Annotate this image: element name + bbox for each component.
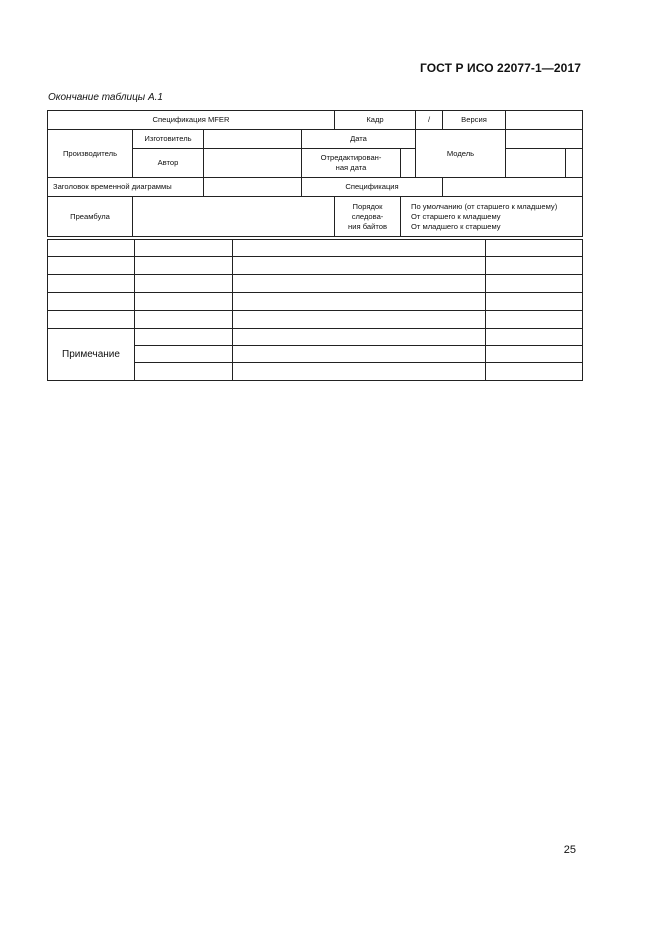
table-cell (135, 363, 233, 381)
author-label: Автор (133, 149, 204, 178)
table-cell (48, 293, 135, 311)
table-cell (135, 346, 233, 363)
edited-date-label: Отредактирован- ная дата (302, 149, 401, 178)
edited-date-value-cell (401, 149, 416, 178)
table-cell (486, 257, 583, 275)
date-model-cell (506, 130, 583, 149)
table-cell (233, 275, 486, 293)
table-cell (48, 275, 135, 293)
page-number: 25 (563, 844, 576, 856)
table-cell (486, 346, 583, 363)
timechart-title-value-cell (204, 178, 302, 197)
table-cell (233, 240, 486, 257)
preamble-value-cell (133, 197, 335, 237)
manufacturer-value-cell (204, 130, 302, 149)
frame-slash: / (416, 111, 443, 130)
model-extra-cell (566, 149, 583, 178)
table-cell (486, 275, 583, 293)
preamble-label: Преамбула (48, 197, 133, 237)
table-cell (135, 329, 233, 346)
table-cell (48, 240, 135, 257)
date-label: Дата (302, 130, 416, 149)
table-cell (233, 346, 486, 363)
table-cell (233, 363, 486, 381)
note-label: Примечание (48, 329, 135, 381)
table-cell (135, 311, 233, 329)
table-cell (486, 329, 583, 346)
version-value-cell (506, 111, 583, 130)
byte-order-option-default: По умолчанию (от старшего к младшему) (411, 201, 558, 211)
byte-order-options (401, 197, 583, 237)
byte-order-option-little-endian: От младшего к старшему (411, 221, 501, 231)
table-cell (486, 311, 583, 329)
table-cell (135, 257, 233, 275)
version-label: Версия (443, 111, 506, 130)
timechart-title-label: Заголовок временной диаграммы (48, 178, 204, 197)
table-cell (233, 293, 486, 311)
table-cell (135, 293, 233, 311)
author-value-cell (204, 149, 302, 178)
table-cell (135, 240, 233, 257)
model-value-cell (506, 149, 566, 178)
table-cell (233, 329, 486, 346)
document-header: ГОСТ Р ИСО 22077-1—2017 (419, 61, 581, 75)
table-cell (48, 257, 135, 275)
table-caption: Окончание таблицы А.1 (48, 92, 163, 103)
table-cell (135, 275, 233, 293)
specification-value-cell (443, 178, 583, 197)
byte-order-label: Порядок следова- ния байтов (335, 197, 401, 237)
table-cell (48, 311, 135, 329)
form-body-table (47, 239, 583, 381)
specification-label: Спецификация (302, 178, 443, 197)
manufacturer-label: Изготовитель (133, 130, 204, 149)
table-cell (486, 293, 583, 311)
table-cell (233, 257, 486, 275)
byte-order-option-big-endian: От старшего к младшему (411, 211, 501, 221)
frame-label: Кадр (335, 111, 416, 130)
model-label: Модель (416, 130, 506, 178)
spec-mfer-label: Спецификация MFER (48, 111, 335, 130)
table-cell (233, 311, 486, 329)
producer-label: Производитель (48, 130, 133, 178)
table-cell (486, 363, 583, 381)
table-cell (486, 240, 583, 257)
form-header-table (47, 110, 583, 237)
